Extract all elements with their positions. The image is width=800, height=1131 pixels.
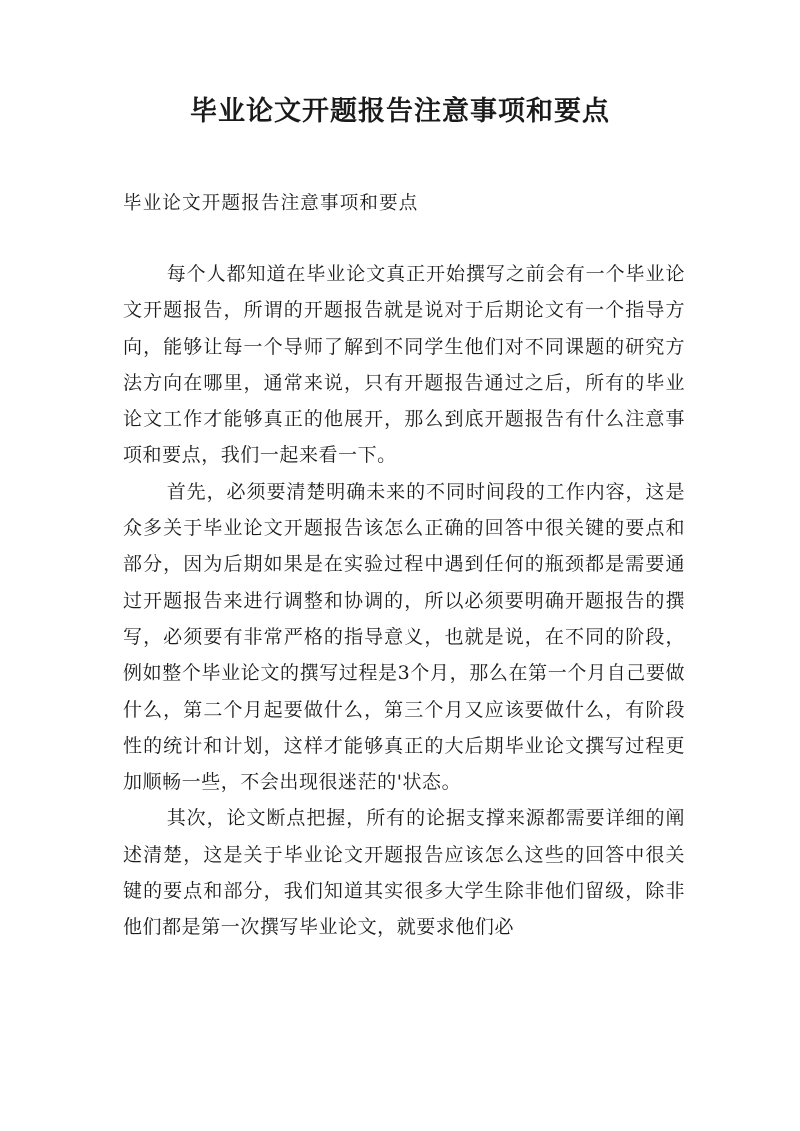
paragraph-intro: 每个人都知道在毕业论文真正开始撰写之前会有一个毕业论文开题报告，所谓的开题报告就是说对于后期论文有一个指导方向，能够让每一个导师了解到不同学生他们对不同课题的研究方法方向在哪里，通常来说，只有开题报告通过之后，所有的毕业论文工作才能够真正的他展开，那么到底开题报告有什么注意事项和要点，我们一起来看一下。 (123, 263, 685, 467)
page-title: 毕业论文开题报告注意事项和要点 (190, 96, 610, 127)
paragraph-second-point: 其次，论文断点把握，所有的论据支撑来源都需要详细的阐述清楚，这是关于毕业论文开题报告应该怎么这些的回答中很关键的要点和部分，我们知道其实很多大学生除非他们留级，除非他们都是第一次撰写毕业论文，就要求他们必 (123, 807, 685, 939)
document-body (123, 256, 685, 946)
document-subtitle: 毕业论文开题报告注意事项和要点 (123, 193, 419, 214)
paragraph-first-point: 首先，必须要清楚明确未来的不同时间段的工作内容，这是众多关于毕业论文开题报告该怎么正确的回答中很关键的要点和部分，因为后期如果是在实验过程中遇到任何的瓶颈都是需要通过开题报告来进行调整和协调的，所以必须要明确开题报告的撰写，必须要有非常严格的指导意义，也就是说，在不同的阶段，例如整个毕业论文的撰写过程是3个月，那么在第一个月自己要做什么，第二个月起要做什么，第三个月又应该要做什么，有阶段性的统计和计划，这样才能够真正的大后期毕业论文撰写过程更加顺畅一些，不会出现很迷茫的'状态。 (123, 480, 685, 794)
